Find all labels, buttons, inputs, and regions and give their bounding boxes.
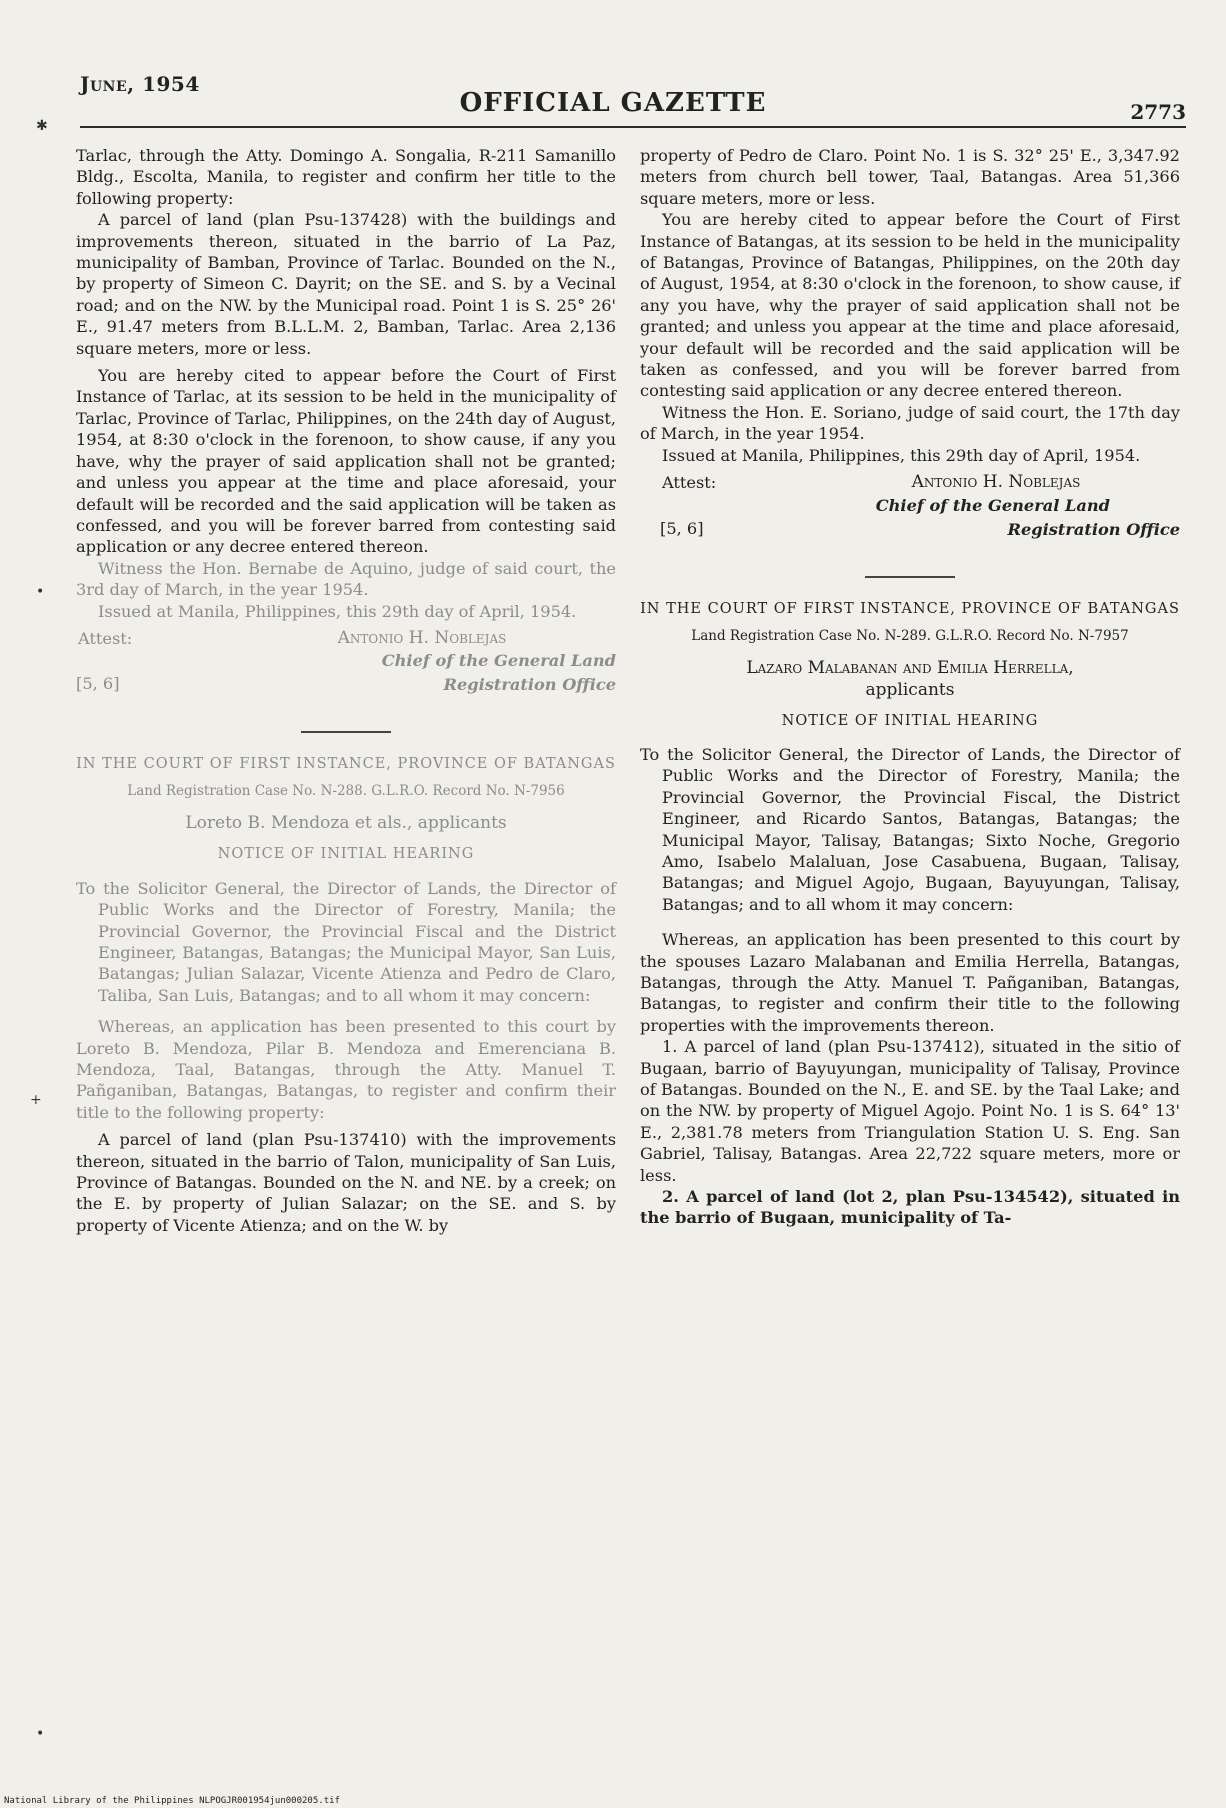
page-number: 2773 [1130,100,1186,124]
attest-name: Antonio H. Noblejas [337,627,507,648]
right-paragraph-3: Witness the Hon. E. Soriano, judge of said court, the 17th day of March, in the year 1954. [640,402,1180,444]
right-column [640,145,1180,1229]
court-heading: IN THE COURT OF FIRST INSTANCE, PROVINCE OF BATANGAS [640,600,1180,617]
issue-ref: [5, 6] [76,674,120,694]
attest-title-2: Registration Office [443,675,616,695]
right-paragraph-4: Issued at Manila, Philippines, this 29th day of April, 1954. [662,445,1141,465]
right-paragraph-1: property of Pedro de Claro. Point No. 1 is S. 32° 25' E., 3,347.92 meters from church bell tower, Taal, Batangas. Area 51,366 square meters, more or less. [640,146,1180,208]
right-paragraph-2: You are hereby cited to appear before the Court of First Instance of Batangas, at its session to be held in the municipality of Batangas, Province of Batangas, Philippines, on the 20th day of August, 1954, at 8:30 o'clock in the forenoon, to show cause, if any you have, why the prayer of said application shall not be granted; and unless you appear at the time and place aforesaid, your default will be recorded and the said application will be taken as confessed, and you will be forever barred from contesting said application or any decree entered thereon. [640,210,1180,401]
margin-mark: • [36,584,45,600]
scan-footer: National Library of the Philippines NLPOGJR001954jun000205.tif [4,1796,340,1806]
notice-heading: NOTICE OF INITIAL HEARING [217,846,475,863]
margin-mark: + [30,1092,42,1108]
attest-label: Attest: [78,628,133,648]
right-paragraph-7: 2. A parcel of land (lot 2, plan Psu-134542), situated in the barrio of Bugaan, municipality of Ta- [640,1187,1180,1228]
left-paragraph-3: You are hereby cited to appear before the Court of First Instance of Tarlac, at its session to be held in the municipality of Tarlac, Province of Tarlac, Philippines, on the 24th day of August, 1954, at 8:30 o'clock in the forenoon, to show cause, if any you have, why the prayer of said application shall not be granted; and unless you appear at the time and place aforesaid, your default will be recorded and the said application will be taken as confessed, and you will be forever barred from contesting said application or any decree entered thereon. [76,366,616,557]
case-number: Land Registration Case No. N-288. G.L.R.O. Record No. N-7956 [127,783,565,800]
attest-label: Attest: [662,473,717,493]
left-paragraph-1: Tarlac, through the Atty. Domingo A. Songalia, R-211 Samanillo Bldg., Escolta, Manila, to register and confirm her title to the following property: [76,146,616,208]
left-attest [76,628,616,649]
right-paragraph-5: Whereas, an application has been presented to this court by the spouses Lazaro Malabanan and Emilia Herrella, Batangas, Batangas, through the Atty. Manuel T. Pañganiban, Batangas, Batangas, to register and confirm their title to the following properties with the improvements thereon. [640,930,1180,1035]
case-number: Land Registration Case No. N-289. G.L.R.O. Record No. N-7957 [691,627,1129,644]
applicants [640,657,1180,701]
left-paragraph-6: Whereas, an application has been presented to this court by Loreto B. Mendoza, Pilar B. Mendoza and Emerenciana B. Mendoza, Taal, Batangas, through the Atty. Manuel T. Pañganiban, Batangas, Batangas, to register and confirm their title to the following property: [76,1017,616,1122]
applicant-names: Lazaro Malabanan and Emilia Herrella, [746,657,1074,678]
left-paragraph-7: A parcel of land (plan Psu-137410) with the improvements thereon, situated in the barrio of Talon, municipality of San Luis, Province of Batangas. Bounded on the N. and NE. by a creek; on the E. by property of Julian Salazar; on the SE. and S. by property of Vicente Atienza; and on the W. by [76,1130,616,1235]
header-date: June, 1954 [80,72,200,96]
attest-row [640,518,1180,542]
attest-title-2: Registration Office [1007,519,1180,539]
attest-row [76,673,616,697]
margin-mark: • [36,1726,45,1742]
attest-title-1: Chief of the General Land [381,651,616,671]
right-paragraph-6: 1. A parcel of land (plan Psu-137412), situated in the sitio of Bugaan, barrio of Bayuyungan, municipality of Talisay, Province of Batangas. Bounded on the N., E. and SE. by the Taal Lake; and on the NW. by property of Miguel Agojo. Point No. 1 is S. 64° 13' E., 2,381.78 meters from Triangulation Station U. S. Eng. San Gabriel, Talisay, Batangas. Area 22,722 square meters, more or less. [640,1037,1180,1185]
left-column [76,145,616,1236]
header-rule [80,126,1186,128]
attest-title-1: Chief of the General Land [875,495,1110,515]
margin-mark: ✱ [36,118,48,134]
header-title: OFFICIAL GAZETTE [459,88,767,118]
section-divider [865,576,955,578]
left-paragraph-2: A parcel of land (plan Psu-137428) with the buildings and improvements thereon, situated in the barrio of La Paz, municipality of Bamban, Province of Tarlac. Bounded on the N., by property of Simeon C. Dayrit; on the SE. and S. by a Vecinal road; and on the NW. by the Municipal road. Point 1 is S. 25° 26' E., 91.47 meters from B.L.L.M. 2, Bamban, Tarlac. Area 2,136 square meters, more or less. [76,210,616,358]
attest-name: Antonio H. Noblejas [911,472,1081,493]
section-divider [301,731,391,733]
notice-heading: NOTICE OF INITIAL HEARING [781,712,1039,729]
court-heading: IN THE COURT OF FIRST INSTANCE, PROVINCE OF BATANGAS [76,756,616,773]
issue-ref: [5, 6] [660,518,704,538]
addressees: To the Solicitor General, the Director of Lands, the Director of Public Works and the Director of Forestry, Manila; the Provincial Governor, the Provincial Fiscal and the District Engineer, Batangas, Batangas; the Municipal Mayor, San Luis, Batangas; Julian Salazar, Vicente Atienza and Pedro de Claro, Taliba, San Luis, Batangas; and to all whom it may concern: [76,878,616,1005]
applicants-label: applicants [865,679,955,700]
left-paragraph-5: Issued at Manila, Philippines, this 29th day of April, 1954. [98,601,577,621]
applicants: Loreto B. Mendoza et als., applicants [185,813,507,834]
right-attest [640,472,1180,493]
addressees: To the Solicitor General, the Director of Lands, the Director of Public Works and the Director of Forestry, Manila; the Provincial Governor, the Provincial Fiscal, the District Engineer, and Ricardo Santos, Batangas, Batangas; the Municipal Mayor, Talisay, Batangas; Sixto Noche, Gregorio Amo, Isabelo Malaluan, Jose Casabuena, Bugaan, Talisay, Batangas; and Miguel Agojo, Bugaan, Bayuyungan, Talisay, Batangas; and to all whom it may concern: [640,744,1180,914]
left-paragraph-4: Witness the Hon. Bernabe de Aquino, judge of said court, the 3rd day of March, in the year 1954. [76,558,616,600]
